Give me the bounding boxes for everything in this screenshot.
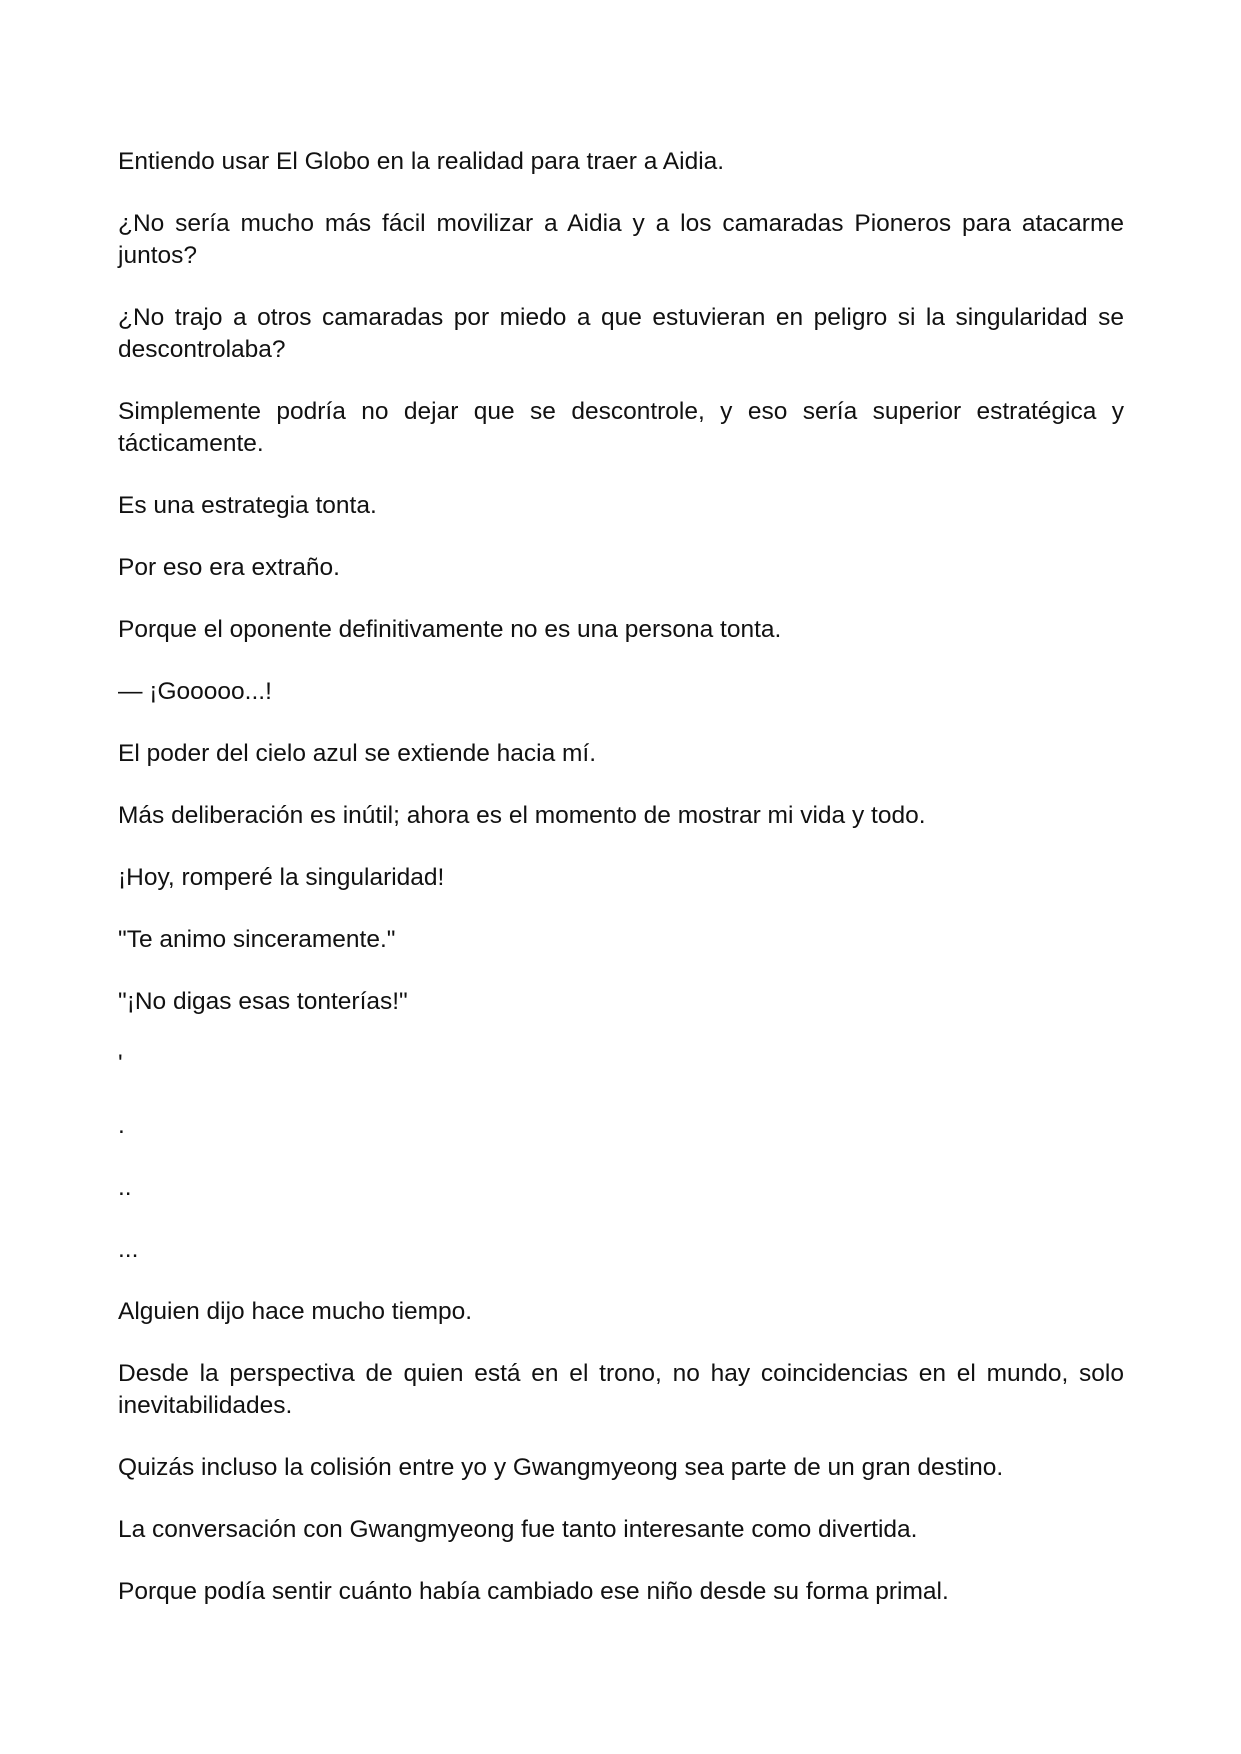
paragraph: Alguien dijo hace mucho tiempo. xyxy=(118,1298,473,1325)
paragraph: "Te animo sinceramente." xyxy=(118,926,396,953)
paragraph: Por eso era extraño. xyxy=(118,554,340,581)
separator-mark: .. xyxy=(118,1174,132,1201)
paragraph: La conversación con Gwangmyeong fue tanto interesante como divertida. xyxy=(118,1516,918,1543)
separator-mark: . xyxy=(118,1112,125,1139)
paragraph: ¿No trajo a otros camaradas por miedo a que estuvieran en peligro si la singularidad se descontrolaba? xyxy=(118,304,1124,363)
paragraph: — ¡Gooooo...! xyxy=(118,678,272,705)
paragraph: ¿No sería mucho más fácil movilizar a Aidia y a los camaradas Pioneros para atacarme juntos? xyxy=(118,210,1124,269)
separator-mark: ' xyxy=(118,1050,123,1077)
paragraph: Entiendo usar El Globo en la realidad para traer a Aidia. xyxy=(118,148,725,175)
paragraph: Quizás incluso la colisión entre yo y Gwangmyeong sea parte de un gran destino. xyxy=(118,1454,1004,1481)
paragraph: Desde la perspectiva de quien está en el trono, no hay coincidencias en el mundo, solo inevitabilidades. xyxy=(118,1360,1124,1419)
separator-mark: ... xyxy=(118,1236,139,1263)
paragraph: Simplemente podría no dejar que se descontrole, y eso sería superior estratégica y tácticamente. xyxy=(118,398,1124,457)
paragraph: "¡No digas esas tonterías!" xyxy=(118,988,408,1015)
paragraph: Es una estrategia tonta. xyxy=(118,492,377,519)
paragraph: Porque podía sentir cuánto había cambiado ese niño desde su forma primal. xyxy=(118,1578,949,1605)
paragraph: Más deliberación es inútil; ahora es el momento de mostrar mi vida y todo. xyxy=(118,802,926,829)
document-body xyxy=(118,146,1124,1638)
paragraph: El poder del cielo azul se extiende hacia mí. xyxy=(118,740,597,767)
paragraph: Porque el oponente definitivamente no es una persona tonta. xyxy=(118,616,782,643)
paragraph: ¡Hoy, romperé la singularidad! xyxy=(118,864,445,891)
